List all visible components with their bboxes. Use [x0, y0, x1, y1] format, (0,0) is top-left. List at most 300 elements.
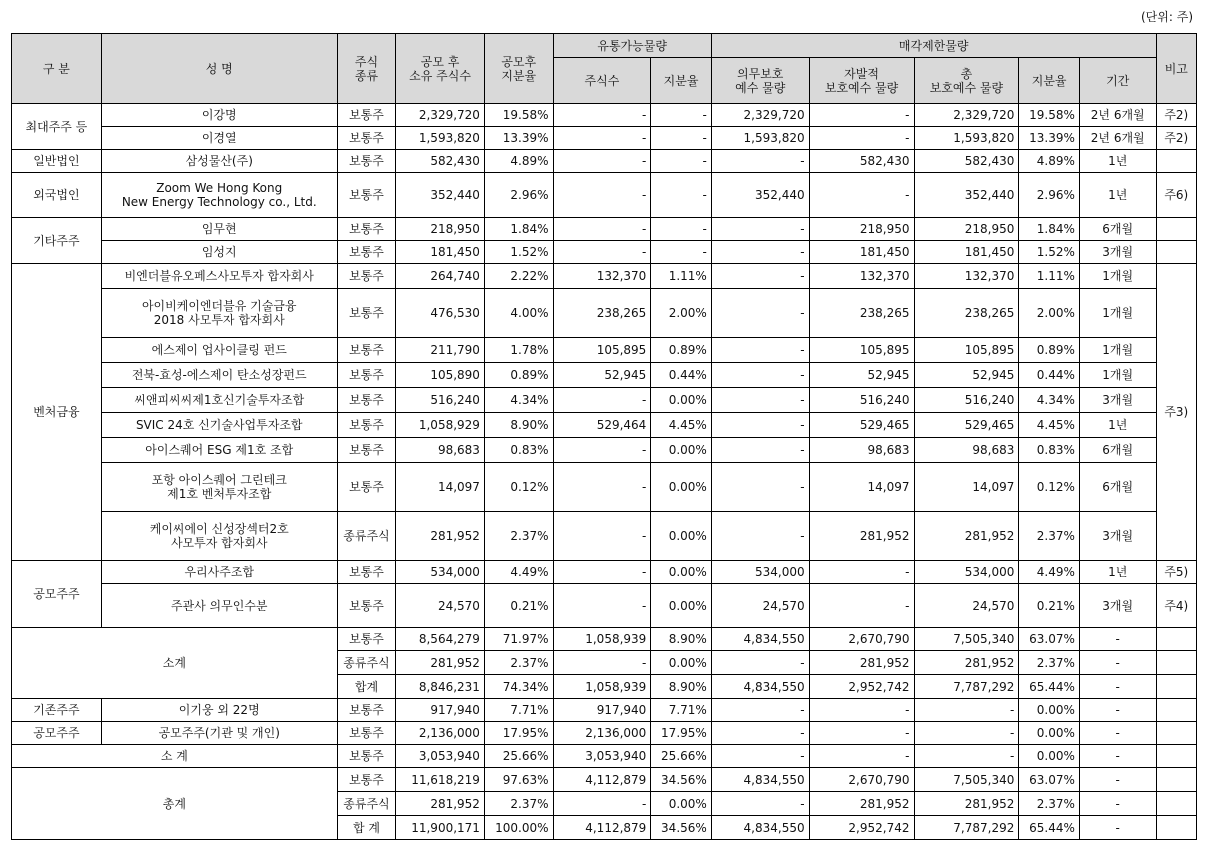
- holder-name: 우리사주조합: [101, 561, 337, 584]
- table-row: [12, 289, 1197, 338]
- holder-name: 이경열: [101, 127, 337, 150]
- unit-label: (단위: 주): [1141, 10, 1193, 24]
- post-shares: 98,683: [396, 438, 485, 463]
- header-stock-type: 주식 종류: [337, 34, 395, 104]
- header-voluntary: 자발적 보호예수 물량: [809, 58, 914, 104]
- total-lock: 7,787,292: [914, 675, 1019, 699]
- mandatory-lock: -: [711, 388, 809, 413]
- lock-period: 1년: [1079, 561, 1156, 584]
- shareholder-lockup-table: [11, 33, 1197, 840]
- holder-name: Zoom We Hong Kong New Energy Technology co., Ltd.: [101, 173, 337, 218]
- category-cell: 외국법인: [12, 173, 102, 218]
- header-post-shares: 공모 후 소유 주식수: [396, 34, 485, 104]
- post-ratio: 4.49%: [484, 561, 553, 584]
- header-period: 기간: [1079, 58, 1156, 104]
- mandatory-lock: 4,834,550: [711, 675, 809, 699]
- lock-ratio: 1.84%: [1019, 218, 1080, 241]
- tradable-shares: -: [553, 584, 651, 628]
- note-cell: 주5): [1156, 561, 1196, 584]
- lock-period: 6개월: [1079, 218, 1156, 241]
- lock-ratio: 65.44%: [1019, 816, 1080, 840]
- lock-ratio: 0.44%: [1019, 363, 1080, 388]
- category-cell: 벤처금융: [12, 264, 102, 561]
- post-shares: 11,618,219: [396, 768, 485, 792]
- mandatory-lock: -: [711, 722, 809, 745]
- stock-type: 보통주: [337, 241, 395, 264]
- voluntary-lock: 181,450: [809, 241, 914, 264]
- tradable-ratio: 0.00%: [651, 792, 712, 816]
- post-ratio: 71.97%: [484, 628, 553, 651]
- post-ratio: 0.12%: [484, 463, 553, 512]
- mandatory-lock: -: [711, 264, 809, 289]
- category-cell: 기존주주: [12, 699, 102, 722]
- table-row: [12, 218, 1197, 241]
- post-ratio: 4.00%: [484, 289, 553, 338]
- category-cell: 최대주주 등: [12, 104, 102, 150]
- note-cell: [1156, 816, 1196, 840]
- voluntary-lock: -: [809, 699, 914, 722]
- post-ratio: 19.58%: [484, 104, 553, 127]
- lock-period: 3개월: [1079, 388, 1156, 413]
- tradable-shares: -: [553, 463, 651, 512]
- table-row: [12, 413, 1197, 438]
- stock-type: 보통주: [337, 289, 395, 338]
- lock-ratio: 1.52%: [1019, 241, 1080, 264]
- post-ratio: 97.63%: [484, 768, 553, 792]
- holder-name: 이강명: [101, 104, 337, 127]
- total-lock: 281,952: [914, 651, 1019, 675]
- tradable-shares: 529,464: [553, 413, 651, 438]
- tradable-shares: 238,265: [553, 289, 651, 338]
- lock-period: -: [1079, 722, 1156, 745]
- holder-name: 전북-효성-에스제이 탄소성장펀드: [101, 363, 337, 388]
- lock-period: -: [1079, 699, 1156, 722]
- total-lock: 52,945: [914, 363, 1019, 388]
- post-shares: 24,570: [396, 584, 485, 628]
- voluntary-lock: -: [809, 584, 914, 628]
- table-row: [12, 699, 1197, 722]
- total-lock: 7,505,340: [914, 628, 1019, 651]
- tradable-shares: 917,940: [553, 699, 651, 722]
- table-row: [12, 768, 1197, 792]
- post-shares: 476,530: [396, 289, 485, 338]
- holder-name: 케이씨에이 신성장섹터2호 사모투자 합자회사: [101, 512, 337, 561]
- holder-name: 포항 아이스퀘어 그린테크 제1호 벤처투자조합: [101, 463, 337, 512]
- tradable-shares: -: [553, 512, 651, 561]
- lock-period: 1개월: [1079, 338, 1156, 363]
- total-lock: -: [914, 699, 1019, 722]
- voluntary-lock: 281,952: [809, 651, 914, 675]
- lock-ratio: 2.96%: [1019, 173, 1080, 218]
- group-label: 총계: [12, 768, 338, 840]
- post-ratio: 2.96%: [484, 173, 553, 218]
- holder-name: SVIC 24호 신기술사업투자조합: [101, 413, 337, 438]
- voluntary-lock: 238,265: [809, 289, 914, 338]
- lock-period: 6개월: [1079, 463, 1156, 512]
- tradable-ratio: 25.66%: [651, 745, 712, 768]
- table-row: [12, 438, 1197, 463]
- mandatory-lock: -: [711, 438, 809, 463]
- tradable-ratio: 34.56%: [651, 816, 712, 840]
- lock-ratio: 63.07%: [1019, 628, 1080, 651]
- table-row: [12, 722, 1197, 745]
- holder-name: 에스제이 업사이클링 펀드: [101, 338, 337, 363]
- mandatory-lock: 2,329,720: [711, 104, 809, 127]
- lock-period: 6개월: [1079, 438, 1156, 463]
- mandatory-lock: -: [711, 218, 809, 241]
- post-ratio: 7.71%: [484, 699, 553, 722]
- post-ratio: 2.37%: [484, 651, 553, 675]
- note-cell: [1156, 150, 1196, 173]
- post-shares: 352,440: [396, 173, 485, 218]
- post-ratio: 74.34%: [484, 675, 553, 699]
- note-cell: [1156, 699, 1196, 722]
- lock-ratio: 19.58%: [1019, 104, 1080, 127]
- holder-name: 이기웅 외 22명: [101, 699, 337, 722]
- category-cell: 기타주주: [12, 218, 102, 264]
- post-shares: 2,136,000: [396, 722, 485, 745]
- lock-ratio: 0.83%: [1019, 438, 1080, 463]
- total-lock: 105,895: [914, 338, 1019, 363]
- table-row: [12, 745, 1197, 768]
- lock-period: 1년: [1079, 413, 1156, 438]
- tradable-ratio: 7.71%: [651, 699, 712, 722]
- voluntary-lock: 2,952,742: [809, 816, 914, 840]
- stock-type: 보통주: [337, 722, 395, 745]
- lock-period: 1개월: [1079, 289, 1156, 338]
- voluntary-lock: 132,370: [809, 264, 914, 289]
- lock-period: 2년 6개월: [1079, 127, 1156, 150]
- voluntary-lock: 281,952: [809, 512, 914, 561]
- total-lock: -: [914, 745, 1019, 768]
- lock-period: 1개월: [1079, 264, 1156, 289]
- note-cell: 주4): [1156, 584, 1196, 628]
- voluntary-lock: 2,952,742: [809, 675, 914, 699]
- category-cell: 공모주주: [12, 722, 102, 745]
- lock-ratio: 4.34%: [1019, 388, 1080, 413]
- lock-ratio: 4.45%: [1019, 413, 1080, 438]
- note-cell: 주2): [1156, 127, 1196, 150]
- holder-name: 공모주주(기관 및 개인): [101, 722, 337, 745]
- post-shares: 3,053,940: [396, 745, 485, 768]
- stock-type: 보통주: [337, 388, 395, 413]
- voluntary-lock: 2,670,790: [809, 628, 914, 651]
- tradable-ratio: 0.00%: [651, 388, 712, 413]
- total-lock: 534,000: [914, 561, 1019, 584]
- lock-period: -: [1079, 816, 1156, 840]
- lock-ratio: 65.44%: [1019, 675, 1080, 699]
- holder-name: 아이스퀘어 ESG 제1호 조합: [101, 438, 337, 463]
- stock-type: 보통주: [337, 363, 395, 388]
- post-ratio: 13.39%: [484, 127, 553, 150]
- total-lock: 1,593,820: [914, 127, 1019, 150]
- lock-period: -: [1079, 745, 1156, 768]
- post-shares: 516,240: [396, 388, 485, 413]
- lock-ratio: 4.89%: [1019, 150, 1080, 173]
- holder-name: 주관사 의무인수분: [101, 584, 337, 628]
- total-lock: -: [914, 722, 1019, 745]
- table-row: [12, 241, 1197, 264]
- total-lock: 582,430: [914, 150, 1019, 173]
- holder-name: 임성지: [101, 241, 337, 264]
- header-note: 비고: [1156, 34, 1196, 104]
- total-lock: 7,787,292: [914, 816, 1019, 840]
- post-ratio: 0.21%: [484, 584, 553, 628]
- mandatory-lock: -: [711, 413, 809, 438]
- post-ratio: 1.78%: [484, 338, 553, 363]
- post-ratio: 1.84%: [484, 218, 553, 241]
- table-row: [12, 104, 1197, 127]
- note-cell: [1156, 722, 1196, 745]
- total-lock: 281,952: [914, 792, 1019, 816]
- post-ratio: 0.83%: [484, 438, 553, 463]
- lock-period: -: [1079, 651, 1156, 675]
- mandatory-lock: 534,000: [711, 561, 809, 584]
- lock-ratio: 4.49%: [1019, 561, 1080, 584]
- lock-ratio: 0.00%: [1019, 745, 1080, 768]
- tradable-shares: -: [553, 127, 651, 150]
- stock-type: 보통주: [337, 699, 395, 722]
- table-row: [12, 363, 1197, 388]
- stock-type: 보통주: [337, 438, 395, 463]
- table-header: [12, 34, 1197, 104]
- tradable-ratio: -: [651, 218, 712, 241]
- lock-ratio: 2.00%: [1019, 289, 1080, 338]
- mandatory-lock: -: [711, 651, 809, 675]
- stock-type: 종류주식: [337, 792, 395, 816]
- post-shares: 917,940: [396, 699, 485, 722]
- note-cell: [1156, 628, 1196, 651]
- group-label: 소 계: [12, 745, 338, 768]
- stock-type: 보통주: [337, 463, 395, 512]
- mandatory-lock: -: [711, 792, 809, 816]
- post-ratio: 4.34%: [484, 388, 553, 413]
- category-cell: 공모주주: [12, 561, 102, 628]
- tradable-shares: 52,945: [553, 363, 651, 388]
- note-cell: [1156, 651, 1196, 675]
- post-shares: 582,430: [396, 150, 485, 173]
- stock-type: 보통주: [337, 561, 395, 584]
- lock-ratio: 0.89%: [1019, 338, 1080, 363]
- tradable-ratio: -: [651, 127, 712, 150]
- header-tradable: 유통가능물량: [553, 34, 711, 58]
- voluntary-lock: 529,465: [809, 413, 914, 438]
- post-ratio: 2.37%: [484, 792, 553, 816]
- tradable-shares: 132,370: [553, 264, 651, 289]
- lock-ratio: 0.21%: [1019, 584, 1080, 628]
- note-cell: [1156, 768, 1196, 792]
- voluntary-lock: 582,430: [809, 150, 914, 173]
- tradable-ratio: 0.00%: [651, 463, 712, 512]
- voluntary-lock: -: [809, 173, 914, 218]
- stock-type: 종류주식: [337, 512, 395, 561]
- note-cell: 주3): [1156, 264, 1196, 561]
- tradable-shares: 1,058,939: [553, 675, 651, 699]
- holder-name: 아이비케이엔더블유 기술금융 2018 사모투자 합자회사: [101, 289, 337, 338]
- table-row: [12, 264, 1197, 289]
- holder-name: 삼성물산(주): [101, 150, 337, 173]
- stock-type: 보통주: [337, 127, 395, 150]
- holder-name: 비엔더블유오페스사모투자 합자회사: [101, 264, 337, 289]
- voluntary-lock: 98,683: [809, 438, 914, 463]
- table-body: [12, 104, 1197, 840]
- stock-type: 보통주: [337, 264, 395, 289]
- stock-type: 보통주: [337, 173, 395, 218]
- tradable-shares: -: [553, 150, 651, 173]
- post-ratio: 25.66%: [484, 745, 553, 768]
- mandatory-lock: -: [711, 150, 809, 173]
- note-cell: 주2): [1156, 104, 1196, 127]
- voluntary-lock: -: [809, 722, 914, 745]
- mandatory-lock: 24,570: [711, 584, 809, 628]
- tradable-ratio: 0.00%: [651, 584, 712, 628]
- post-shares: 534,000: [396, 561, 485, 584]
- tradable-shares: 4,112,879: [553, 768, 651, 792]
- total-lock: 281,952: [914, 512, 1019, 561]
- voluntary-lock: -: [809, 104, 914, 127]
- voluntary-lock: 281,952: [809, 792, 914, 816]
- note-cell: [1156, 792, 1196, 816]
- lock-period: -: [1079, 768, 1156, 792]
- table-row: [12, 150, 1197, 173]
- total-lock: 132,370: [914, 264, 1019, 289]
- lock-period: 3개월: [1079, 512, 1156, 561]
- total-lock: 14,097: [914, 463, 1019, 512]
- note-cell: [1156, 745, 1196, 768]
- tradable-ratio: 0.00%: [651, 561, 712, 584]
- post-shares: 8,564,279: [396, 628, 485, 651]
- post-shares: 181,450: [396, 241, 485, 264]
- group-label: 소계: [12, 628, 338, 699]
- post-ratio: 2.37%: [484, 512, 553, 561]
- post-ratio: 17.95%: [484, 722, 553, 745]
- lock-period: -: [1079, 792, 1156, 816]
- post-shares: 11,900,171: [396, 816, 485, 840]
- total-lock: 98,683: [914, 438, 1019, 463]
- mandatory-lock: -: [711, 745, 809, 768]
- tradable-ratio: 8.90%: [651, 628, 712, 651]
- post-shares: 8,846,231: [396, 675, 485, 699]
- table-row: [12, 173, 1197, 218]
- note-cell: [1156, 218, 1196, 241]
- lock-ratio: 63.07%: [1019, 768, 1080, 792]
- post-ratio: 8.90%: [484, 413, 553, 438]
- mandatory-lock: 4,834,550: [711, 816, 809, 840]
- lock-period: 1년: [1079, 150, 1156, 173]
- header-total-lock: 총 보호예수 물량: [914, 58, 1019, 104]
- tradable-ratio: 34.56%: [651, 768, 712, 792]
- stock-type: 보통주: [337, 338, 395, 363]
- table-row: [12, 127, 1197, 150]
- holder-name: 씨앤피씨씨제1호신기술투자조합: [101, 388, 337, 413]
- lock-period: 3개월: [1079, 241, 1156, 264]
- mandatory-lock: -: [711, 363, 809, 388]
- note-cell: [1156, 675, 1196, 699]
- total-lock: 7,505,340: [914, 768, 1019, 792]
- tradable-shares: -: [553, 561, 651, 584]
- lock-period: 1개월: [1079, 363, 1156, 388]
- tradable-ratio: 0.00%: [651, 512, 712, 561]
- header-name: 성 명: [101, 34, 337, 104]
- tradable-ratio: 17.95%: [651, 722, 712, 745]
- table-row: [12, 628, 1197, 651]
- tradable-shares: 3,053,940: [553, 745, 651, 768]
- post-ratio: 1.52%: [484, 241, 553, 264]
- lock-ratio: 0.00%: [1019, 722, 1080, 745]
- voluntary-lock: -: [809, 745, 914, 768]
- tradable-ratio: 0.00%: [651, 651, 712, 675]
- tradable-ratio: 2.00%: [651, 289, 712, 338]
- mandatory-lock: 352,440: [711, 173, 809, 218]
- total-lock: 181,450: [914, 241, 1019, 264]
- table-row: [12, 561, 1197, 584]
- post-shares: 1,593,820: [396, 127, 485, 150]
- tradable-shares: -: [553, 651, 651, 675]
- post-shares: 218,950: [396, 218, 485, 241]
- mandatory-lock: 4,834,550: [711, 628, 809, 651]
- tradable-shares: -: [553, 388, 651, 413]
- note-cell: 주6): [1156, 173, 1196, 218]
- note-cell: [1156, 241, 1196, 264]
- post-ratio: 2.22%: [484, 264, 553, 289]
- tradable-ratio: 0.89%: [651, 338, 712, 363]
- tradable-shares: -: [553, 104, 651, 127]
- lock-ratio: 1.11%: [1019, 264, 1080, 289]
- stock-type: 보통주: [337, 768, 395, 792]
- mandatory-lock: -: [711, 289, 809, 338]
- header-category: 구 분: [12, 34, 102, 104]
- total-lock: 529,465: [914, 413, 1019, 438]
- header-post-ratio: 공모후 지분율: [484, 34, 553, 104]
- tradable-shares: 105,895: [553, 338, 651, 363]
- lock-period: 2년 6개월: [1079, 104, 1156, 127]
- tradable-shares: 2,136,000: [553, 722, 651, 745]
- tradable-ratio: 1.11%: [651, 264, 712, 289]
- lock-period: -: [1079, 675, 1156, 699]
- mandatory-lock: -: [711, 699, 809, 722]
- mandatory-lock: -: [711, 463, 809, 512]
- post-shares: 264,740: [396, 264, 485, 289]
- post-shares: 211,790: [396, 338, 485, 363]
- tradable-shares: 4,112,879: [553, 816, 651, 840]
- stock-type: 합계: [337, 675, 395, 699]
- lock-ratio: 0.00%: [1019, 699, 1080, 722]
- post-shares: 14,097: [396, 463, 485, 512]
- post-shares: 281,952: [396, 651, 485, 675]
- tradable-shares: 1,058,939: [553, 628, 651, 651]
- tradable-ratio: -: [651, 104, 712, 127]
- lock-ratio: 0.12%: [1019, 463, 1080, 512]
- table-row: [12, 338, 1197, 363]
- stock-type: 보통주: [337, 218, 395, 241]
- tradable-ratio: 0.00%: [651, 438, 712, 463]
- stock-type: 보통주: [337, 150, 395, 173]
- post-ratio: 100.00%: [484, 816, 553, 840]
- header-tradable-shares: 주식수: [553, 58, 651, 104]
- category-cell: 일반법인: [12, 150, 102, 173]
- header-restricted: 매각제한물량: [711, 34, 1156, 58]
- tradable-shares: -: [553, 218, 651, 241]
- table-row: [12, 512, 1197, 561]
- tradable-shares: -: [553, 792, 651, 816]
- lock-ratio: 2.37%: [1019, 792, 1080, 816]
- holder-name: 임무현: [101, 218, 337, 241]
- tradable-shares: -: [553, 241, 651, 264]
- mandatory-lock: -: [711, 338, 809, 363]
- total-lock: 2,329,720: [914, 104, 1019, 127]
- stock-type: 보통주: [337, 584, 395, 628]
- voluntary-lock: 218,950: [809, 218, 914, 241]
